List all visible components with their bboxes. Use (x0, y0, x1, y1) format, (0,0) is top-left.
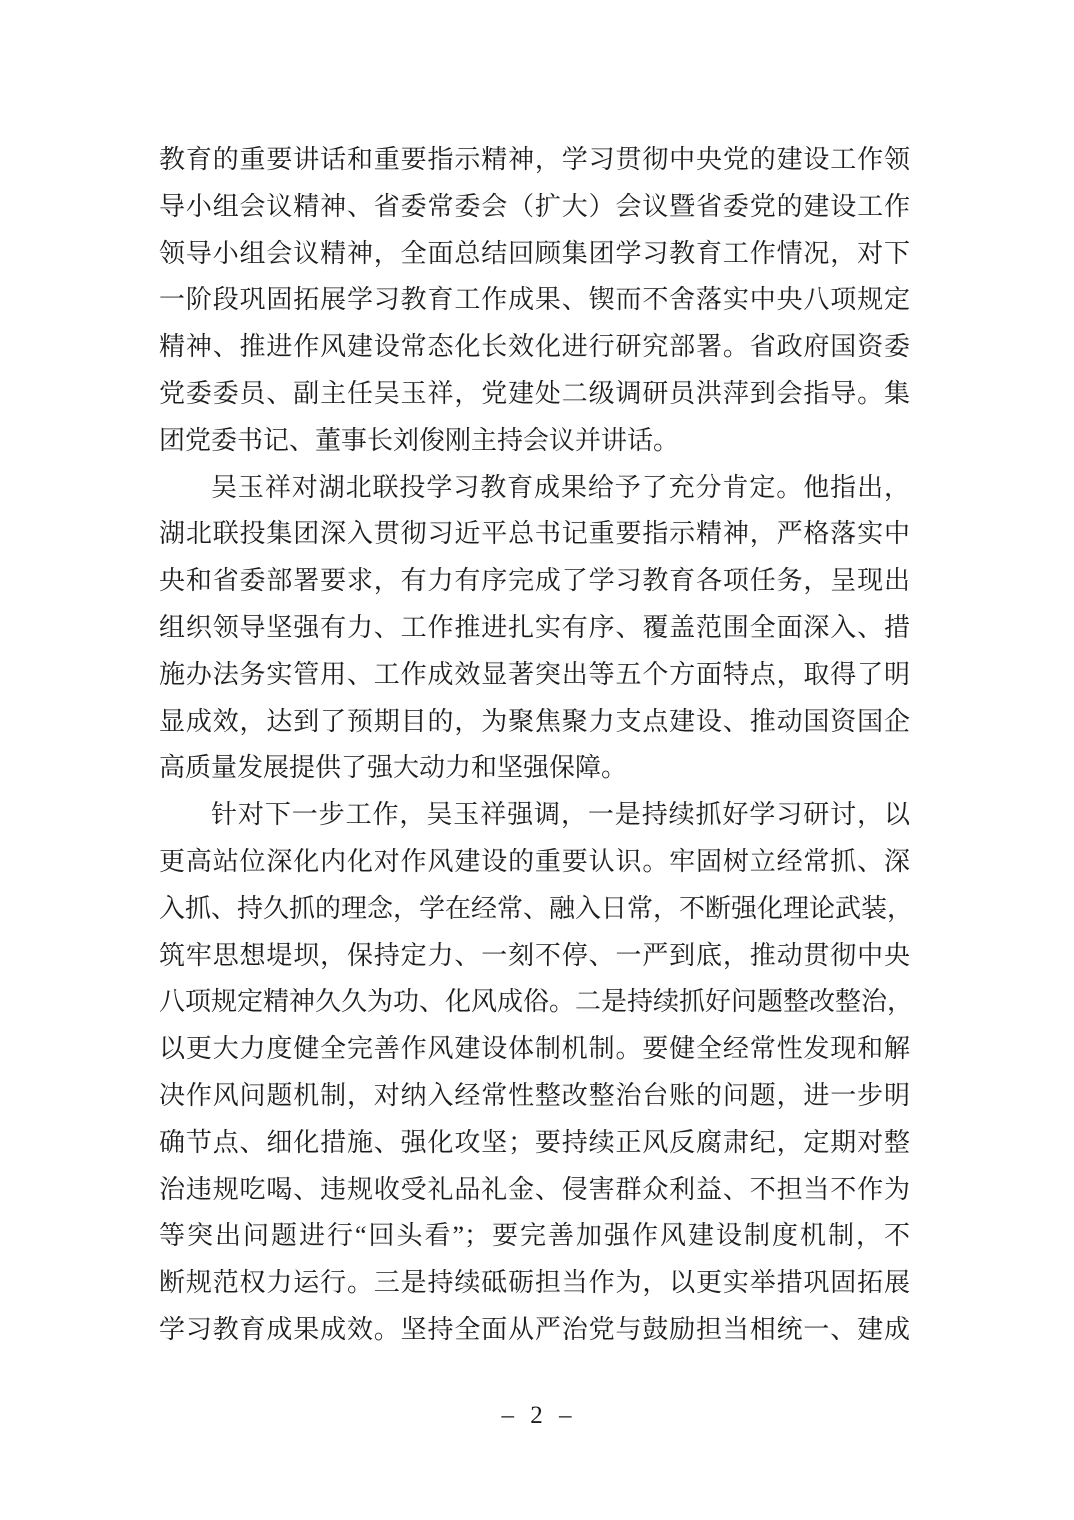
text-line: 施办法务实管用、工作成效显著突出等五个方面特点，取得了明 (159, 659, 910, 689)
page-number: – 2 – (501, 1402, 573, 1429)
text-line: 组织领导坚强有力、工作推进扎实有序、覆盖范围全面深入、措 (159, 612, 910, 642)
text-line: 等突出问题进行“回头看”；要完善加强作风建设制度机制，不 (159, 1221, 910, 1251)
text-line: 断规范权力运行。三是持续砥砺担当作为，以更实举措巩固拓展 (159, 1268, 910, 1298)
text-line: 确节点、细化措施、强化攻坚；要持续正风反腐肃纪，定期对整 (159, 1127, 910, 1157)
text-line: 教育的重要讲话和重要指示精神，学习贯彻中央党的建设工作领 (159, 145, 910, 174)
text-line: 筑牢思想堤坝，保持定力、一刻不停、一严到底，推动贯彻中央 (159, 940, 910, 970)
text-line: 学习教育成果成效。坚持全面从严治党与鼓励担当相统一、建成 (159, 1314, 910, 1344)
text-line: 导小组会议精神、省委常委会（扩大）会议暨省委党的建设工作 (159, 191, 910, 221)
text-line: 湖北联投集团深入贯彻习近平总书记重要指示精神，严格落实中 (159, 519, 910, 549)
text-line: 更高站位深化内化对作风建设的重要认识。牢固树立经常抓、深 (159, 846, 910, 876)
text-line: 入抓、持久抓的理念，学在经常、融入日常，不断强化理论武装， (159, 893, 914, 923)
text-line: 高质量发展提供了强大动力和坚强保障。 (159, 753, 628, 783)
text-line: 显成效，达到了预期目的，为聚焦聚力支点建设、推动国资国企 (159, 706, 910, 736)
text-line: 领导小组会议精神，全面总结回顾集团学习教育工作情况，对下 (159, 238, 910, 268)
text-line: 以更大力度健全完善作风建设体制机制。要健全经常性发现和解 (159, 1034, 910, 1064)
text-line: 一阶段巩固拓展学习教育工作成果、锲而不舍落实中央八项规定 (159, 285, 910, 315)
text-line: 党委委员、副主任吴玉祥，党建处二级调研员洪萍到会指导。集 (159, 378, 910, 408)
text-line: 央和省委部署要求，有力有序完成了学习教育各项任务，呈现出 (159, 566, 910, 596)
text-line: 决作风问题机制，对纳入经常性整改整治台账的问题，进一步明 (159, 1080, 910, 1110)
text-line: 精神、推进作风建设常态化长效化进行研究部署。省政府国资委 (159, 332, 910, 362)
document-body (159, 137, 914, 1354)
text-line: 吴玉祥对湖北联投学习教育成果给予了充分肯定。他指出， (211, 472, 910, 502)
text-line: 治违规吃喝、违规收受礼品礼金、侵害群众利益、不担当不作为 (159, 1174, 910, 1204)
text-line: 针对下一步工作，吴玉祥强调，一是持续抓好学习研讨，以 (211, 800, 910, 830)
text-line: 团党委书记、董事长刘俊刚主持会议并讲话。 (159, 425, 680, 455)
text-line: 八项规定精神久久为功、化风成俗。二是持续抓好问题整改整治， (159, 987, 914, 1017)
